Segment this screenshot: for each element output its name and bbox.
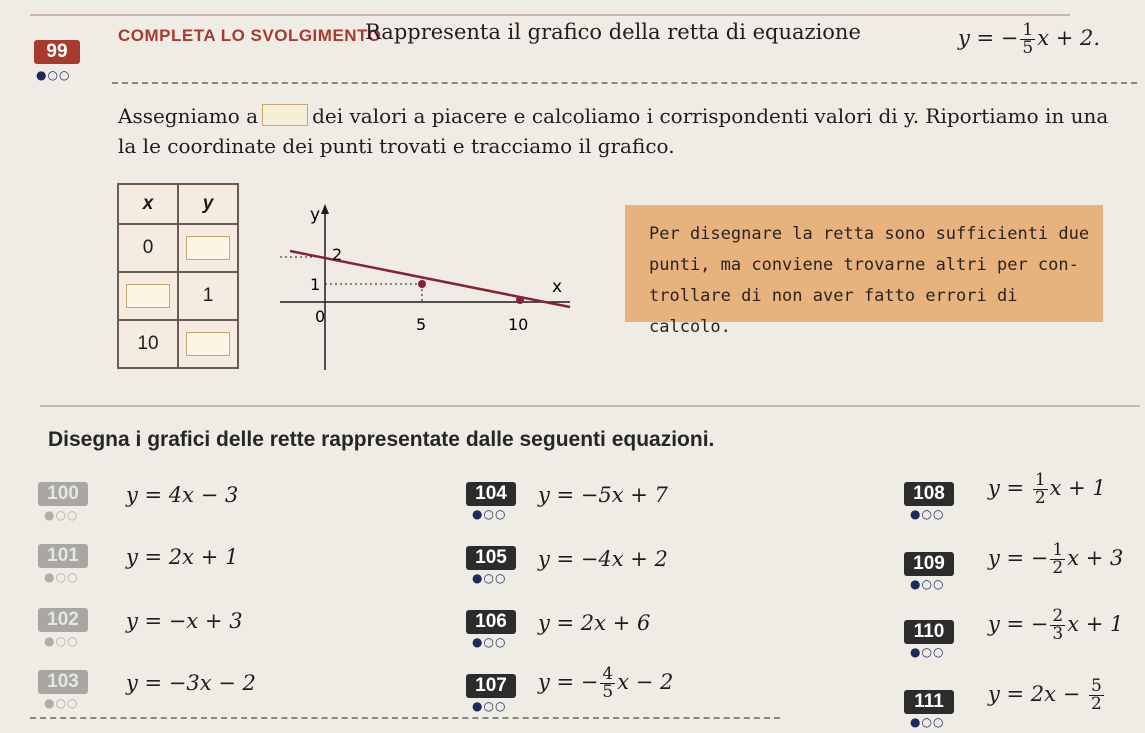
equation: y = − $\frac{4}{5}$ x − 2 [538, 664, 674, 702]
table-row [118, 272, 238, 320]
x-tick-5: 5 [416, 315, 427, 334]
difficulty-dots: ●○○ [910, 507, 945, 521]
equation: y = 2x + 1 [126, 545, 239, 569]
y-axis-label: y [310, 205, 321, 225]
y-axis-arrow [321, 204, 329, 214]
difficulty-dots: ●○○ [44, 570, 79, 584]
equation: y = $\frac{1}{2}$ x + 1 [988, 470, 1106, 508]
exercise-number-badge: 108 [904, 482, 954, 506]
x-axis-label: x [552, 277, 563, 297]
y-tick-1: 1 [310, 275, 321, 294]
top-rule [30, 14, 1070, 16]
difficulty-dots: ●○○ [910, 645, 945, 659]
exercise-number-badge: 105 [466, 546, 516, 570]
table-cell-blank[interactable] [178, 224, 238, 272]
table-row [118, 224, 238, 272]
exercise-number-badge: 99 [34, 40, 80, 64]
difficulty-dots: ●○○ [36, 68, 71, 82]
table-cell: 0 [118, 224, 178, 272]
difficulty-dots: ●○○ [472, 699, 507, 713]
exercise-number-badge: 107 [466, 674, 516, 698]
equation: y = 2x + 6 [538, 611, 651, 635]
exercise-number-badge: 102 [38, 608, 88, 632]
equation: y = −3x − 2 [126, 671, 256, 695]
graph-point [418, 280, 426, 288]
equation: y = 2x − $\frac{5}{2}$ [988, 676, 1102, 714]
exercise-number-badge: 101 [38, 544, 88, 568]
difficulty-dots: ●○○ [910, 715, 945, 729]
table-cell: 1 [178, 272, 238, 320]
equation: y = −x + 3 [126, 609, 243, 633]
difficulty-dots: ●○○ [472, 635, 507, 649]
x-tick-10: 10 [508, 315, 529, 334]
difficulty-dots: ●○○ [472, 507, 507, 521]
exercise-equation: y = − $\frac{1}{5}$ x + 2. [958, 20, 1101, 58]
exercise-number-badge: 110 [904, 620, 954, 644]
y-tick-2: 2 [332, 245, 343, 264]
table-cell-blank[interactable] [178, 320, 238, 368]
line-graph [270, 200, 590, 370]
difficulty-dots: ●○○ [44, 508, 79, 522]
body-text-line2: la le coordinate dei punti trovati e tracciamo il grafico. [118, 134, 675, 158]
xy-table [117, 183, 239, 369]
callout-line: trollare di non aver fatto errori di calcolo. [649, 286, 1018, 337]
table-header-y: y [178, 184, 238, 224]
exercise-number-badge: 103 [38, 670, 88, 694]
callout-line: Per disegnare la retta sono sufficienti due [649, 224, 1090, 244]
exercise-task: Rappresenta il grafico della retta di equazione [365, 20, 861, 44]
exercise-heading: COMPLETA LO SVOLGIMENTO [118, 26, 382, 45]
difficulty-dots: ●○○ [44, 634, 79, 648]
exercise-number-badge: 100 [38, 482, 88, 506]
hint-callout [625, 205, 1103, 337]
exercise-number-badge: 109 [904, 552, 954, 576]
equation: y = − $\frac{2}{3}$ x + 1 [988, 606, 1124, 644]
exercise-number-badge: 104 [466, 482, 516, 506]
bottom-rule [30, 717, 780, 719]
heading-separator [112, 82, 1137, 84]
table-cell-blank[interactable] [118, 272, 178, 320]
exercise-number-badge: 106 [466, 610, 516, 634]
difficulty-dots: ●○○ [44, 696, 79, 710]
fill-blank[interactable] [262, 104, 308, 126]
difficulty-dots: ●○○ [910, 577, 945, 591]
exercise-number-badge: 111 [904, 690, 954, 714]
origin-label: 0 [315, 307, 326, 326]
table-header-x: x [118, 184, 178, 224]
callout-line: punti, ma conviene trovarne altri per con- [649, 255, 1079, 275]
graph-point [516, 296, 524, 304]
table-row [118, 320, 238, 368]
body-text-line1: Assegniamo a dei valori a piacere e calcoliamo i corrispondenti valori di y. Riportiamo in una [118, 104, 1109, 128]
table-cell: 10 [118, 320, 178, 368]
difficulty-dots: ●○○ [472, 571, 507, 585]
equation: y = −4x + 2 [538, 547, 668, 571]
equation: y = −5x + 7 [538, 483, 668, 507]
section-rule [40, 405, 1140, 407]
equation: y = − $\frac{1}{2}$ x + 3 [988, 540, 1124, 578]
instruction-text: Disegna i grafici delle rette rappresentate dalle seguenti equazioni. [48, 428, 715, 451]
equation: y = 4x − 3 [126, 483, 239, 507]
